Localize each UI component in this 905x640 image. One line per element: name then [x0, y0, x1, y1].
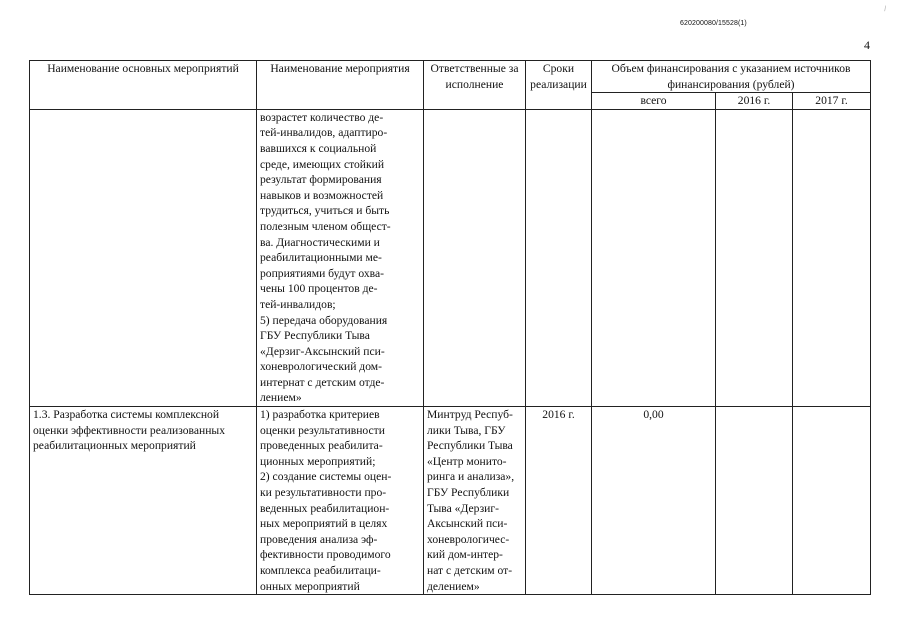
- header-year-2017: 2017 г.: [793, 93, 871, 110]
- cell-deadline: [526, 109, 592, 406]
- text-line: Минтруд Респуб-: [427, 408, 513, 422]
- text-line: лики Тыва, ГБУ: [427, 423, 506, 437]
- text-line: реабилитационных мероприятий: [33, 439, 196, 453]
- text-line: вавшихся к социальной: [260, 141, 377, 155]
- text-line: комплекса реабилитаци-: [260, 564, 381, 577]
- text-line: 1.3. Разработка системы комплексной: [33, 408, 220, 422]
- text-line: «Центр монито-: [427, 454, 507, 468]
- text-line: лением»: [260, 391, 302, 405]
- text-line: возрастет количество де-: [260, 110, 384, 124]
- cell-deadline: 2016 г.: [526, 407, 592, 595]
- text-line: Республики Тыва: [427, 439, 513, 453]
- text-line: фективности проводимого: [260, 548, 391, 562]
- text-line: чены 100 процентов де-: [260, 282, 378, 296]
- cell-responsible: [424, 407, 526, 595]
- text-line: онных мероприятий: [260, 579, 360, 593]
- text-line: ГБУ Республики: [427, 486, 510, 500]
- text-line: трудиться, учиться и быть: [260, 204, 390, 218]
- cell-2016: [716, 407, 793, 595]
- cell-activity: [257, 109, 424, 406]
- page-number: 4: [864, 38, 870, 52]
- header-responsible: Ответственные за исполнение: [424, 61, 526, 110]
- corner-mark: \: [882, 3, 889, 14]
- cell-2016: [716, 109, 793, 406]
- text-line: ринга и анализа»,: [427, 470, 515, 484]
- cell-2017: [793, 109, 871, 406]
- header-row-1: [30, 61, 871, 93]
- table-row: [30, 109, 871, 406]
- financing-table: [29, 60, 871, 595]
- cell-responsible: [424, 109, 526, 406]
- cell-total: [592, 109, 716, 406]
- text-line: оценки результативности: [260, 423, 385, 437]
- text-line: полезным членом общест-: [260, 219, 391, 233]
- text-line: ГБУ Республики Тыва: [260, 329, 370, 343]
- text-line: проведения анализа эф-: [260, 532, 378, 546]
- text-line: веденных реабилитацион-: [260, 501, 390, 515]
- text-line: 2) создание системы оцен-: [260, 470, 392, 484]
- text-line: 1) разработка критериев: [260, 408, 380, 422]
- cell-activity: [257, 407, 424, 595]
- text-line: нат с детским от-: [427, 564, 513, 577]
- cell-main-activity: [30, 109, 257, 406]
- text-line: ционных мероприятий;: [260, 454, 376, 468]
- header-main-activities: Наименование основных мероприятий: [30, 61, 257, 110]
- text-line: результат формирования: [260, 173, 382, 187]
- text-line: ных мероприятий в целях: [260, 517, 388, 531]
- cell-main-activity: [30, 407, 257, 595]
- text-line: роприятиями будут охва-: [260, 266, 384, 280]
- header-deadlines: Сроки реализации: [526, 61, 592, 110]
- text-line: хоневрологический дом-: [260, 360, 382, 374]
- text-line: ки результативности про-: [260, 486, 387, 500]
- text-line: делением»: [427, 579, 480, 593]
- header-activity-name: Наименование мероприятия: [257, 61, 424, 110]
- text-line: интернат с детским отде-: [260, 375, 385, 389]
- text-line: «Дерзиг-Аксынский пси-: [260, 344, 385, 358]
- text-line: Тыва «Дерзиг-: [427, 501, 499, 515]
- header-total: всего: [592, 93, 716, 110]
- header-year-2016: 2016 г.: [716, 93, 793, 110]
- text-line: тей-инвалидов, адаптиро-: [260, 126, 388, 140]
- text-line: оценки эффективности реализованных: [33, 423, 226, 437]
- text-line: кий дом-интер-: [427, 548, 503, 562]
- text-line: реабилитационными ме-: [260, 251, 382, 265]
- text-line: хоневрологичес-: [427, 532, 510, 546]
- text-line: ва. Диагностическими и: [260, 235, 380, 249]
- text-line: проведенных реабилита-: [260, 439, 383, 453]
- table-row: [30, 407, 871, 595]
- text-line: среде, имеющих стойкий: [260, 157, 385, 171]
- header-funding: Объем финансирования с указанием источников финансирования (рублей): [592, 61, 871, 93]
- text-line: тей-инвалидов;: [260, 297, 336, 311]
- cell-total: 0,00: [592, 407, 716, 595]
- cell-2017: [793, 407, 871, 595]
- document-barcode: 620200080/15528(1): [680, 20, 747, 27]
- text-line: навыков и возможностей: [260, 188, 384, 202]
- text-line: 5) передача оборудования: [260, 313, 388, 327]
- text-line: Аксынский пси-: [427, 517, 508, 531]
